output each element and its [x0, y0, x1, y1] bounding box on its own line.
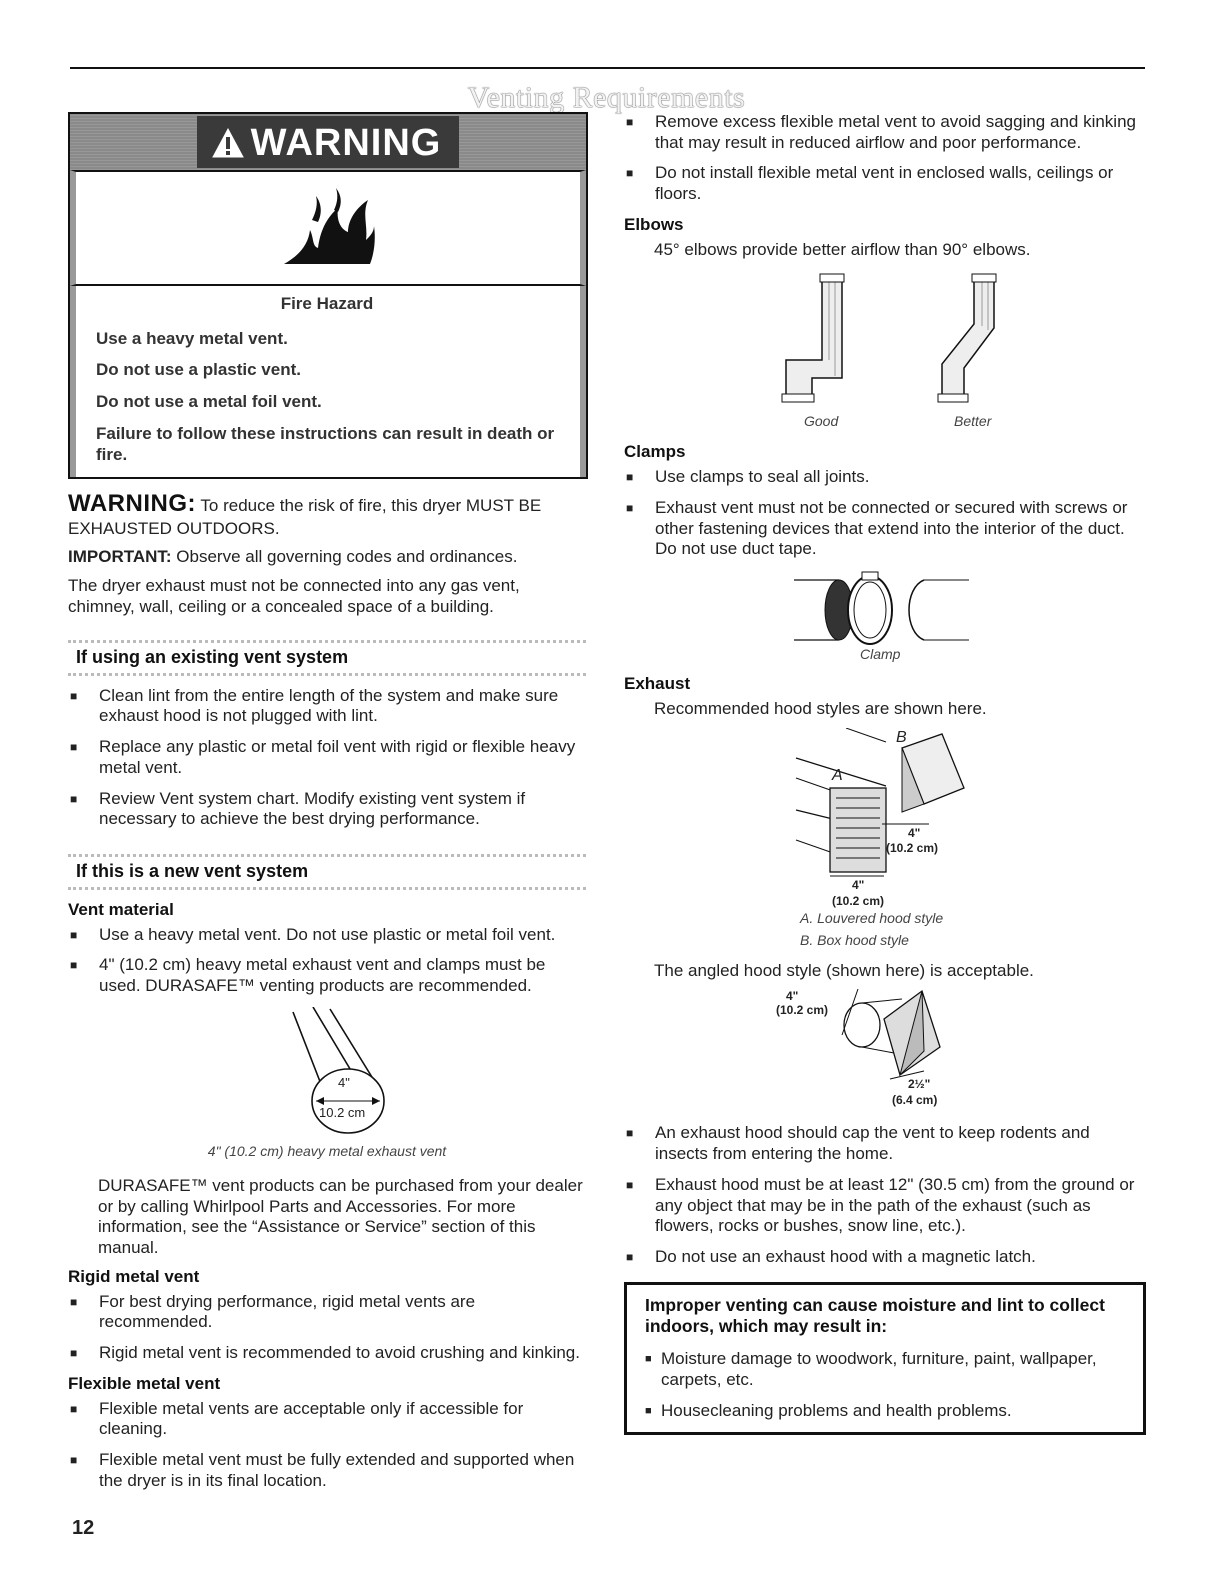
warning-header-text: WARNING: [250, 121, 442, 164]
list-item: ■ Housecleaning problems and health problems.: [645, 1401, 1125, 1422]
hood-figure: [624, 728, 1144, 938]
angled-dim-inches: 4": [786, 989, 799, 1004]
hood-caption-a: A. Louvered hood style: [800, 909, 944, 926]
list-item: ■ 4" (10.2 cm) heavy metal exhaust vent and clamps must be used. DURASAFE™ venting products are recommended.: [68, 955, 586, 996]
hood-dim2-inches: 4": [852, 877, 865, 892]
vent-dim-inches: 4": [338, 1074, 350, 1090]
new-vent-section-header: [68, 854, 586, 890]
clamp-figure: [624, 570, 1144, 668]
dryer-warning-label: WARNING:: [68, 490, 196, 518]
dryer-warning: [68, 489, 586, 539]
alert-triangle-icon: [211, 127, 245, 159]
vent-figure: [68, 1007, 586, 1137]
list-item: ■ Replace any plastic or metal foil vent with rigid or flexible heavy metal vent.: [68, 737, 586, 778]
warning-line: Use a heavy metal vent.: [96, 328, 288, 348]
hood-dim-inches: 4": [908, 825, 921, 840]
rigid-vent-heading: Rigid metal vent: [68, 1266, 200, 1286]
list-item: ■ Do not install flexible metal vent in enclosed walls, ceilings or floors.: [624, 163, 1144, 204]
list-item: ■ Do not use an exhaust hood with a magnetic latch.: [624, 1247, 1144, 1268]
list-item: ■ An exhaust hood should cap the vent to keep rodents and insects from entering the home.: [624, 1123, 1144, 1164]
angled-dim2-inches: 2½": [908, 1077, 931, 1092]
list-item: ■ Moisture damage to woodwork, furniture, paint, wallpaper, carpets, etc.: [645, 1349, 1125, 1390]
list-item: ■ Use clamps to seal all joints.: [624, 467, 1144, 488]
clamp-caption: Clamp: [860, 646, 901, 663]
existing-vent-heading: If using an existing vent system: [76, 646, 349, 667]
improper-venting-list: [645, 1349, 1125, 1421]
list-item: ■ Rigid metal vent is recommended to avoid crushing and kinking.: [68, 1343, 586, 1364]
clamp-illustration: [624, 570, 1144, 650]
hood-list: [624, 1123, 1144, 1267]
improper-venting-box: [624, 1282, 1146, 1435]
list-item: ■ Exhaust hood must be at least 12" (30.5 cm) from the ground or any object that may be in the path of the exhaust (such as flowers, rocks or bushes, snow line, etc.).: [624, 1175, 1144, 1237]
flexible-vent-heading: Flexible metal vent: [68, 1373, 221, 1393]
warning-line: Do not use a plastic vent.: [96, 360, 301, 380]
rigid-vent-list: [68, 1292, 586, 1364]
left-column: [68, 112, 586, 1501]
hood-dim-cm: (10.2 cm): [886, 840, 939, 855]
angled-hood-figure: [624, 989, 1144, 1113]
improper-venting-heading: Improper venting can cause moisture and lint to collect indoors, which may result in:: [645, 1294, 1105, 1337]
hood-label-b: B: [896, 728, 907, 746]
elbow-figure: [624, 268, 1144, 438]
elbows-heading: Elbows: [624, 214, 684, 234]
angled-hood-illustration: [624, 989, 1144, 1109]
list-item: ■ Review Vent system chart. Modify existing vent system if necessary to achieve the best drying performance.: [68, 789, 586, 830]
existing-vent-list: [68, 686, 586, 830]
hood-illustration: [624, 728, 1144, 908]
right-column: [624, 112, 1144, 1435]
list-item: ■ Use a heavy metal vent. Do not use plastic or metal foil vent.: [68, 925, 586, 946]
hood-caption-b: B. Box hood style: [800, 931, 909, 948]
exhaust-note: The dryer exhaust must not be connected into any gas vent, chimney, wall, ceiling or a concealed space of a building.: [68, 576, 520, 616]
existing-vent-section-header: [68, 640, 586, 676]
vent-dim-cm: 10.2 cm: [319, 1104, 366, 1120]
important-note: [68, 547, 586, 568]
exhaust-text: Recommended hood styles are shown here.: [654, 698, 987, 718]
page-title: Venting Requirements: [467, 81, 746, 114]
important-text: Observe all governing codes and ordinances.: [176, 547, 518, 567]
clamps-list: [624, 467, 1144, 560]
list-item: ■ For best drying performance, rigid metal vents are recommended.: [68, 1292, 586, 1333]
warning-header: [70, 114, 586, 170]
important-label: IMPORTANT:: [68, 547, 172, 567]
new-vent-heading: If this is a new vent system: [76, 860, 309, 881]
elbows-text: 45° elbows provide better airflow than 90° elbows.: [654, 239, 1031, 259]
list-item: ■ Exhaust vent must not be connected or secured with screws or other fastening devices that extend into the interior of the duct. Do not use duct tape.: [624, 498, 1144, 560]
flexible-vent-list-continued: [624, 112, 1144, 205]
list-item: ■ Flexible metal vent must be fully extended and supported when the dryer is in its final location.: [68, 1450, 586, 1491]
exhaust-heading: Exhaust: [624, 674, 691, 694]
elbow-illustration: [624, 268, 1144, 418]
list-item: ■ Remove excess flexible metal vent to avoid sagging and kinking that may result in reduced airflow and poor performance.: [624, 112, 1144, 153]
durasafe-text: DURASAFE™ vent products can be purchased from your dealer or by calling Whirlpool Parts and Accessories. For more information, see the “Assistance or Service” section of this manual.: [98, 1175, 583, 1258]
page-number: 12: [72, 1517, 95, 1539]
hood-dim2-cm: (10.2 cm): [832, 893, 885, 908]
angled-hood-text: The angled hood style (shown here) is acceptable.: [654, 960, 1034, 980]
vent-caption: 4" (10.2 cm) heavy metal exhaust vent: [207, 1142, 447, 1159]
fire-icon-area: [70, 170, 586, 286]
fire-icon: [278, 186, 378, 270]
flexible-vent-list: [68, 1399, 586, 1492]
warning-body: [70, 286, 586, 477]
angled-dim-cm: (10.2 cm): [776, 1003, 829, 1018]
fire-warning-box: [68, 112, 588, 479]
angled-dim2-cm: (6.4 cm): [892, 1093, 938, 1108]
top-rule: [70, 67, 1145, 69]
list-item: ■ Clean lint from the entire length of the system and make sure exhaust hood is not plugged with lint.: [68, 686, 586, 727]
warning-tab: [197, 116, 460, 168]
vent-material-list: [68, 925, 586, 997]
warning-line: Do not use a metal foil vent.: [96, 392, 322, 412]
elbow-better-label: Better: [954, 413, 992, 430]
dryer-warning-text: To reduce the risk of fire, this dryer MUST BE EXHAUSTED OUTDOORS.: [68, 496, 542, 538]
hood-label-a: A: [832, 766, 843, 784]
warning-line: Failure to follow these instructions can result in death or fire.: [96, 423, 555, 464]
vent-material-heading: Vent material: [68, 899, 174, 919]
elbow-good-label: Good: [804, 413, 839, 430]
hazard-title: Fire Hazard: [280, 294, 374, 313]
clamps-heading: Clamps: [624, 442, 686, 462]
list-item: ■ Flexible metal vents are acceptable only if accessible for cleaning.: [68, 1399, 586, 1440]
